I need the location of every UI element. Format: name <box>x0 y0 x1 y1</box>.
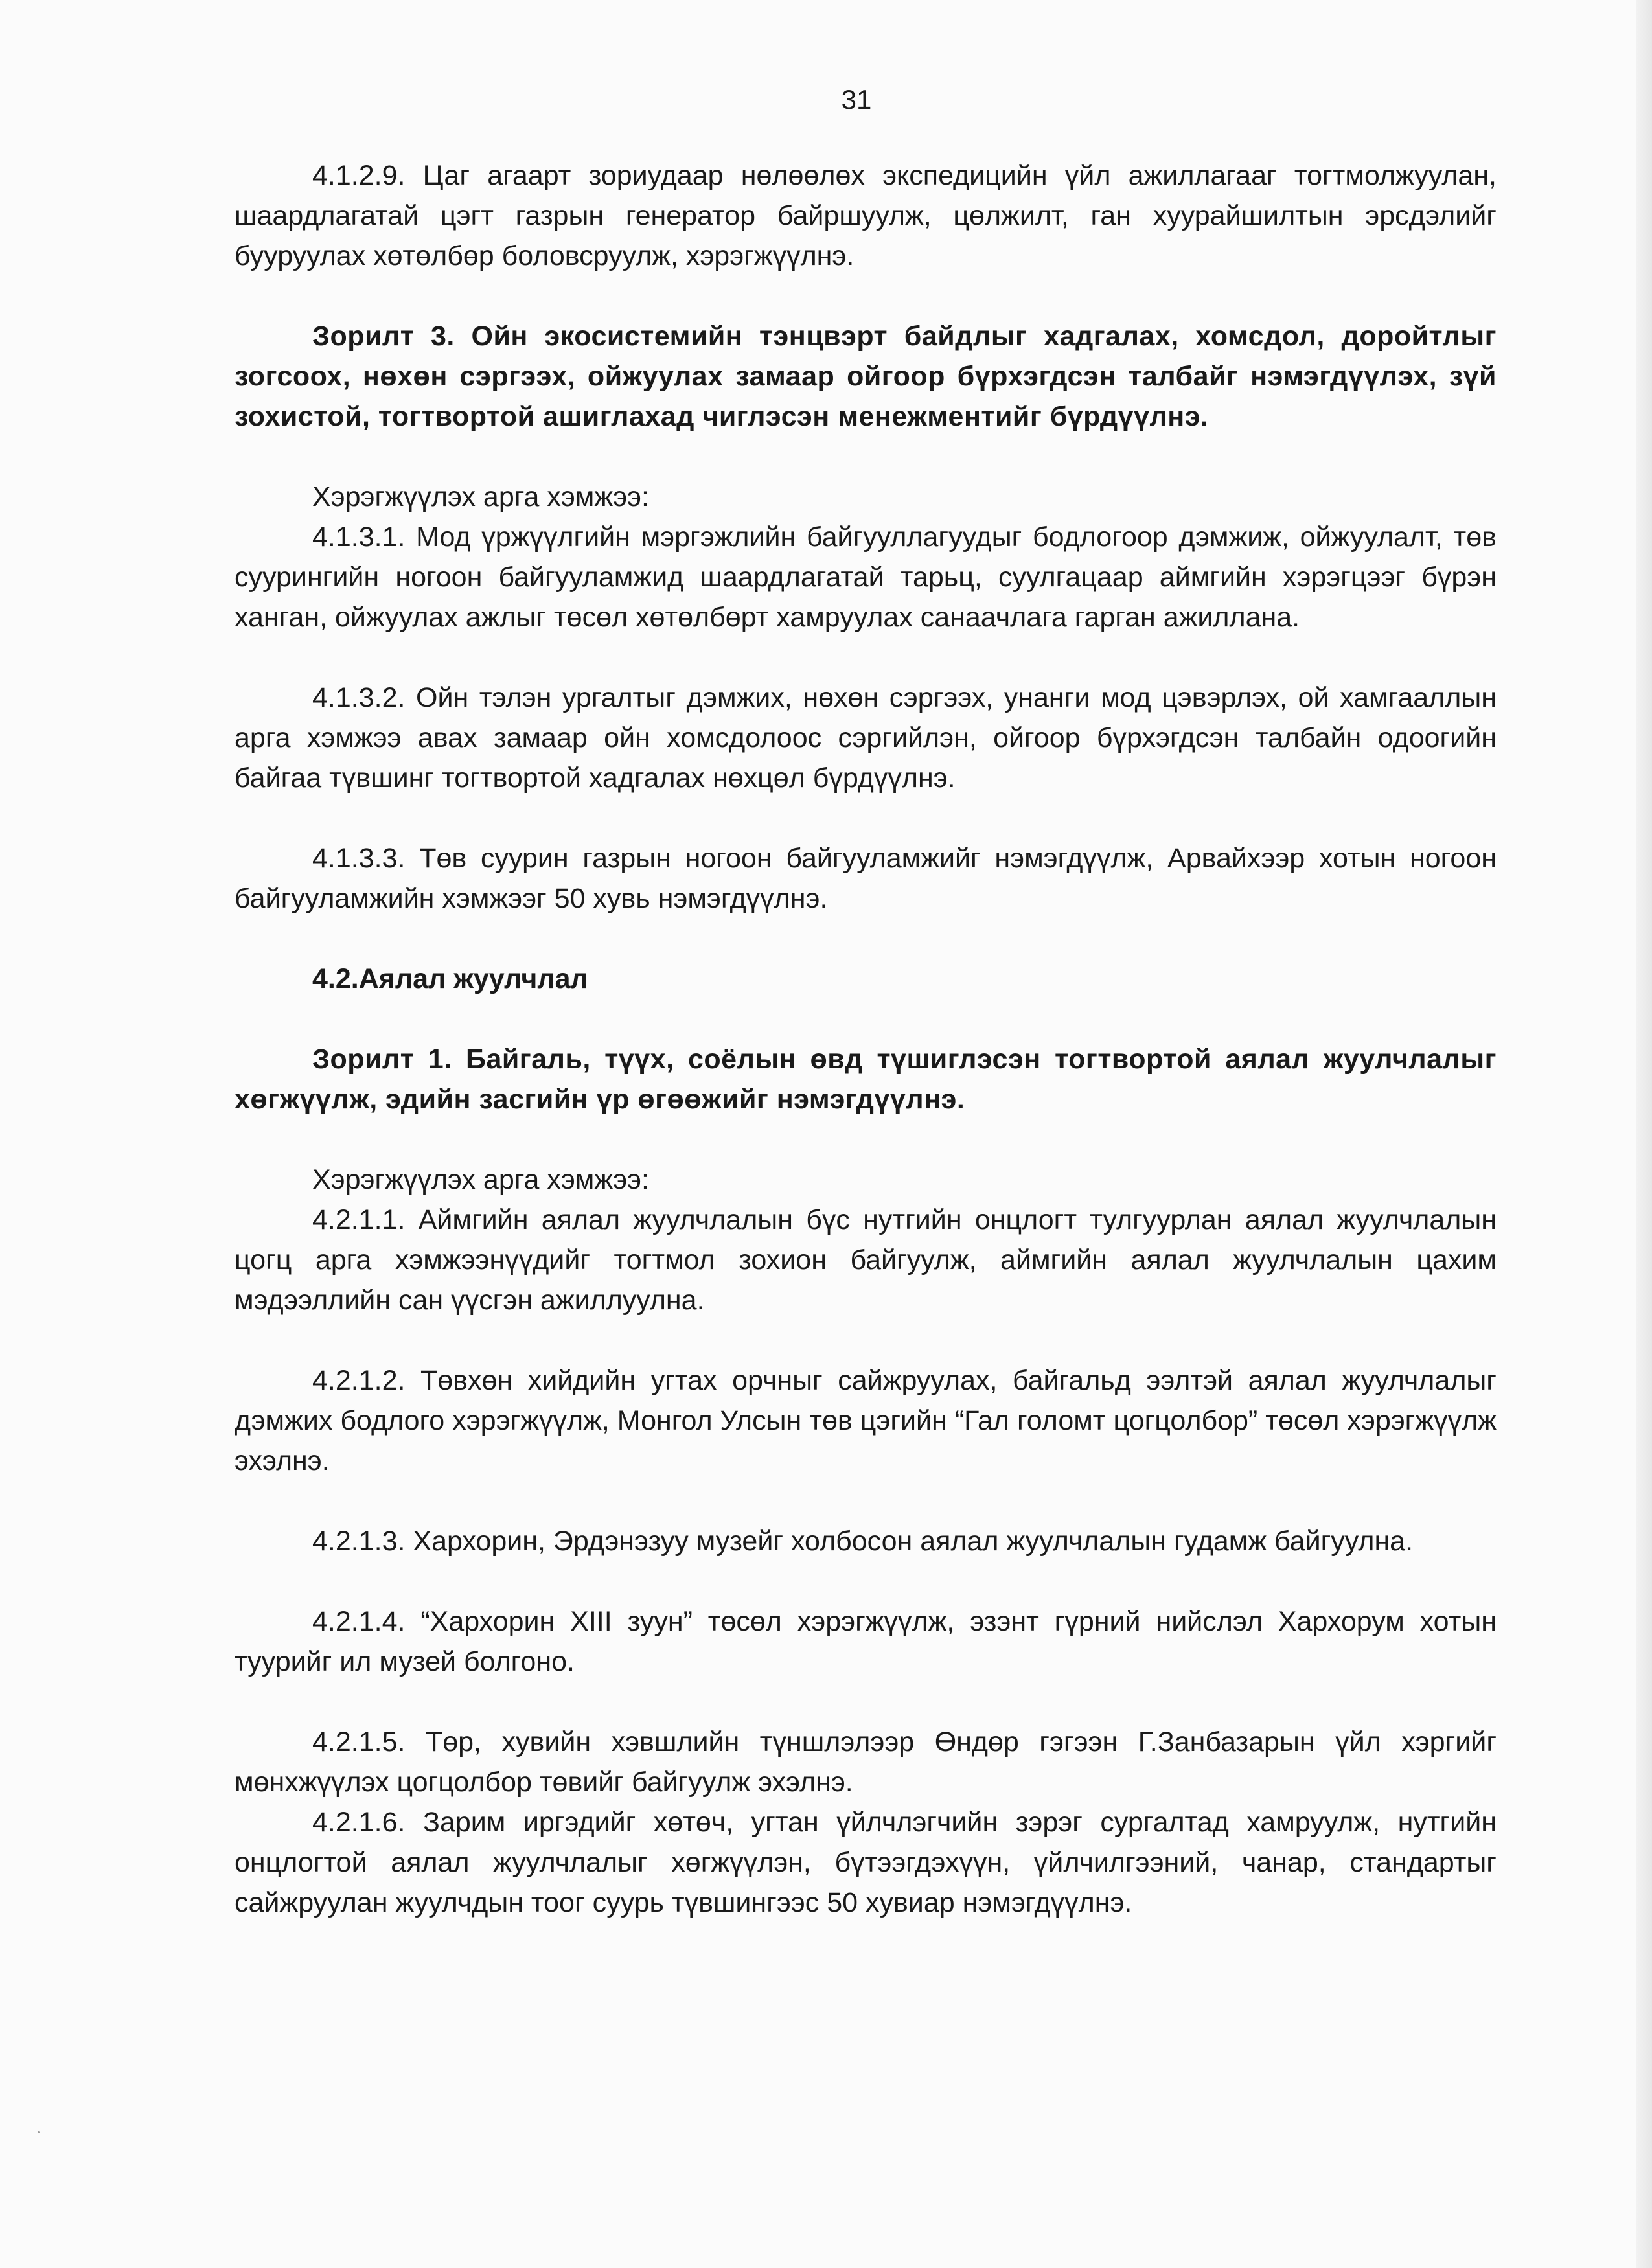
scan-edge-shadow <box>1636 0 1652 2268</box>
paragraph-4-2-1-3: 4.2.1.3. Хархорин, Эрдэнэзуу музейг холбосон аялал жуулчлалын гудамж байгуулна. <box>312 1526 1414 1557</box>
measures-label: Хэрэгжүүлэх арга хэмжээ: <box>312 1164 649 1195</box>
paragraph-4-1-3-1: 4.1.3.1. Мод үржүүлгийн мэргэжлийн байгууллагуудыг бодлогоор дэмжиж, ойжуулалт, төв суурингийн ногоон байгууламжид шаардлагатай тарьц, суулгацаар аймгийн хэрэгцээг бүрэн ханган, ойжуулах ажлыг төсөл хөтөлбөрт хамруулах санаачлага гарган ажиллана. <box>235 521 1497 633</box>
goal-1-heading: Зорилт 1. Байгаль, түүх, соёлын өвд түшиглэсэн тогтвортой аялал жуулчлалыг хөгжүүлж, эдийн засгийн үр өгөөжийг нэмэгдүүлнэ. <box>235 1044 1497 1115</box>
measures-label: Хэрэгжүүлэх арга хэмжээ: <box>312 481 649 512</box>
paragraph-4-1-3-3: 4.1.3.3. Төв суурин газрын ногоон байгууламжийг нэмэгдүүлж, Арвайхээр хотын ногоон байгууламжийн хэмжээг 50 хувь нэмэгдүүлнэ. <box>235 843 1497 914</box>
paragraph-4-2-1-6: 4.2.1.6. Зарим иргэдийг хөтөч, угтан үйлчлэгчийн зэрэг сургалтад хамруулж, нутгийн онцлогтой аялал жуулчлалыг хөгжүүлэн, бүтээгдэхүүн, үйлчилгээний, чанар, стандартыг сайжруулан жуулчдын тоог суурь түвшингээс 50 хувиар нэмэгдүүлнэ. <box>235 1807 1497 1918</box>
paragraph-4-2-1-1: 4.2.1.1. Аймгийн аялал жуулчлалын бүс нутгийн онцлогт тулгуурлан аялал жуулчлалын цогц арга хэмжээнүүдийг тогтмол зохион байгуулж, аймгийн аялал жуулчлалын цахим мэдээллийн сан үүсгэн ажиллуулна. <box>235 1204 1497 1316</box>
document-body <box>235 155 1497 1923</box>
paragraph-4-2-1-2: 4.2.1.2. Төвхөн хийдийн угтах орчныг сайжруулах, байгальд ээлтэй аялал жуулчлалыг дэмжих бодлого хэрэгжүүлж, Монгол Улсын төв цэгийн “Гал голомт цогцолбор” төсөл хэрэгжүүлж эхэлнэ. <box>235 1365 1497 1476</box>
section-heading-4-2: 4.2.Аялал жуулчлал <box>312 963 588 994</box>
paragraph-4-1-3-2: 4.1.3.2. Ойн тэлэн ургалтыг дэмжих, нөхөн сэргээх, унанги мод цэвэрлэх, ой хамгааллын арга хэмжээ авах замаар ойн хомсдолоос сэргийлэн, ойгоор бүрхэгдсэн талбайн одоогийн байгаа түвшинг тогтвортой хадгалах нөхцөл бүрдүүлнэ. <box>235 682 1497 794</box>
scan-speck <box>38 2131 40 2133</box>
page-number: 31 <box>841 84 872 115</box>
paragraph-4-2-1-5: 4.2.1.5. Төр, хувийн хэвшлийн түншлэлээр Өндөр гэгээн Г.Занбазарын үйл хэргийг мөнхжүүлэх цогцолбор төвийг байгуулж эхэлнэ. <box>235 1726 1497 1798</box>
paragraph-4-1-2-9: 4.1.2.9. Цаг агаарт зориудаар нөлөөлөх экспедицийн үйл ажиллагааг тогтмолжуулан, шаардлагатай цэгт газрын генератор байршуулж, цөлжилт, ган хуурайшилтын эрсдэлийг бууруулах хөтөлбөр боловсруулж, хэрэгжүүлнэ. <box>235 160 1497 271</box>
goal-3-heading: Зорилт 3. Ойн экосистемийн тэнцвэрт байдлыг хадгалах, хомсдол, доройтлыг зогсоох, нөхөн сэргээх, ойжуулах замаар ойгоор бүрхэгдсэн талбайг нэмэгдүүлэх, зүй зохистой, тогтвортой ашиглахад чиглэсэн менежментийг бүрдүүлнэ. <box>235 321 1497 432</box>
paragraph-4-2-1-4: 4.2.1.4. “Хархорин XIII зуун” төсөл хэрэгжүүлж, эзэнт гүрний нийслэл Хархорум хотын туурийг ил музей болгоно. <box>235 1606 1497 1677</box>
